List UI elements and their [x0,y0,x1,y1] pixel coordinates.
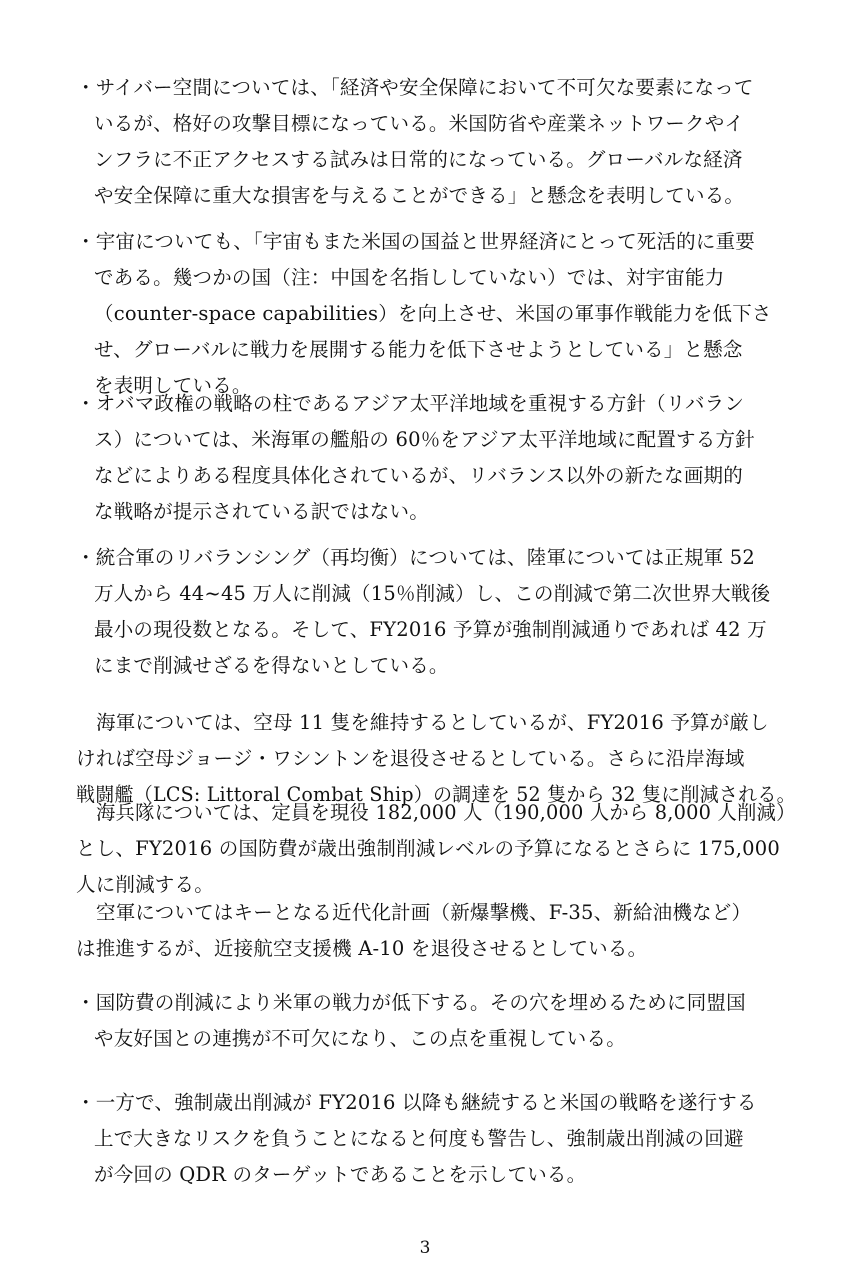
bullet-line: ンフラに不正アクセスする試みは日常的になっている。グローバルな経済 [94,148,743,171]
paragraph-line: とし、FY2016 の国防費が歳出強制削減レベルの予算になるとさらに 175,000 [76,837,780,860]
bullet-line: 万人から 44~45 万人に削減（15％削減）し、この削減で第二次世界大戦後 [94,582,771,605]
bullet-line: ・一方で、強制歳出削減が FY2016 以降も継続すると米国の戦略を遂行する [76,1091,757,1114]
paragraph-line: は推進するが、近接航空支援機 A-10 を退役させるとしている。 [76,937,648,960]
bullet-line: せ、グローバルに戦力を展開する能力を低下させようとしている」と懸念 [94,338,743,361]
bullet-line: な戦略が提示されている訳ではない。 [94,500,429,523]
bullet-line: ・国防費の削減により米軍の戦力が低下する。その穴を埋めるために同盟国 [76,991,746,1014]
bullet-line: ス）については、米海軍の艦船の 60％をアジア太平洋地域に配置する方針 [94,428,755,451]
bullet-line: 最小の現役数となる。そして、FY2016 予算が強制削減通りであれば 42 万 [94,618,767,641]
page-number: 3 [419,1238,431,1258]
bullet-line: ・オバマ政権の戦略の柱であるアジア太平洋地域を重視する方針（リバラン [76,392,745,415]
bullet-line: が今回の QDR のターゲットであることを示している。 [94,1163,587,1186]
bullet-line: ・サイバー空間については、「経済や安全保障において不可欠な要素になって [76,76,754,99]
bullet-line: いるが、格好の攻撃目標になっている。米国防省や産業ネットワークやイ [94,112,745,135]
bullet-line: や友好国との連携が不可欠になり、この点を重視している。 [94,1027,626,1050]
paragraph-line: 人に削減する。 [76,873,214,896]
paragraph-line: 海兵隊については、定員を現役 182,000 人（190,000 人から 8,000 人削減） [96,801,796,824]
bullet-line: である。幾つかの国（注：中国を名指ししていない）では、対宇宙能力 [94,266,725,289]
bullet-line: 上で大きなリスクを負うことになると何度も警告し、強制歳出削減の回避 [94,1127,744,1150]
bullet-line: などによりある程度具体化されているが、リバランス以外の新たな画期的 [94,464,743,487]
bullet-line: や安全保障に重大な損害を与えることができる」と懸念を表明している。 [94,184,745,207]
paragraph-line: ければ空母ジョージ・ワシントンを退役させるとしている。さらに沿岸海域 [76,747,745,770]
bullet-line: （counter-space capabilities）を向上させ、米国の軍事作戦能力を低下さ [94,302,772,325]
bullet-line: を表明している。 [94,374,252,397]
paragraph-line: 戦闘艦（LCS: Littoral Combat Ship）の調達を 52 隻から 32 隻に削減される。 [76,783,796,806]
paragraph-line: 空軍についてはキーとなる近代化計画（新爆撃機、F-35、新給油機など） [96,901,752,924]
bullet-line: にまで削減せざるを得ないとしている。 [94,654,449,677]
bullet-line: ・統合軍のリバランシング（再均衡）については、陸軍については正規軍 52 [76,546,755,569]
paragraph-line: 海軍については、空母 11 隻を維持するとしているが、FY2016 予算が厳し [96,711,769,734]
bullet-line: ・宇宙についても、「宇宙もまた米国の国益と世界経済にとって死活的に重要 [76,230,755,253]
